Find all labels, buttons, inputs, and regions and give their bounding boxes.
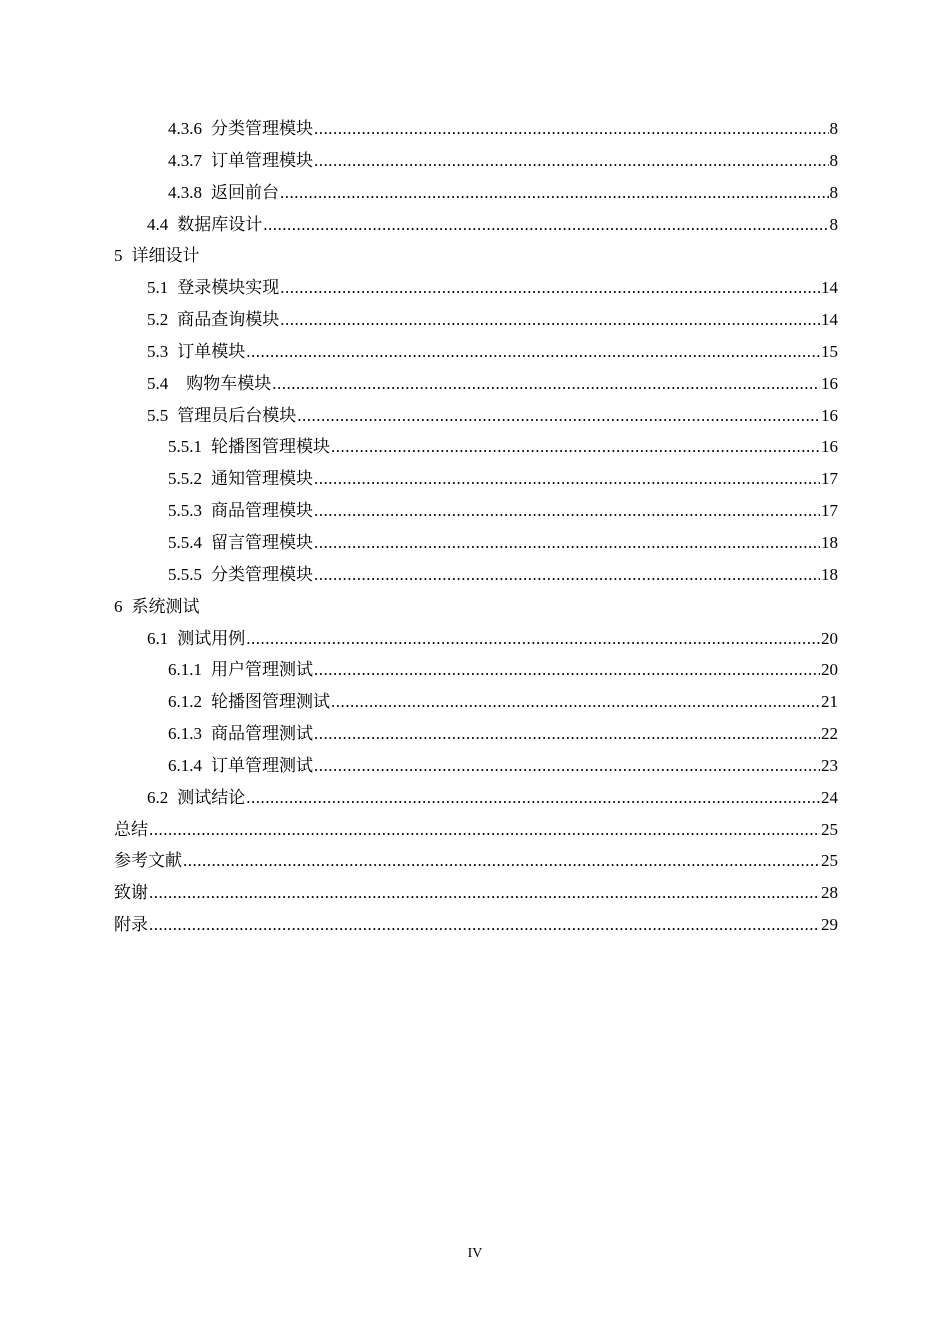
toc-entry-page: 17 <box>821 469 838 489</box>
toc-chapter-heading[interactable] <box>114 591 838 623</box>
toc-entry[interactable] <box>114 782 838 814</box>
toc-entry-number: 6.1.1 <box>168 660 202 680</box>
toc-entry[interactable] <box>114 113 838 145</box>
toc-entry[interactable] <box>114 272 838 304</box>
toc-entry-number: 6.1.3 <box>168 724 202 744</box>
toc-dot-leader <box>314 495 820 527</box>
toc-entry[interactable] <box>114 209 838 241</box>
toc-entry-number: 4.3.6 <box>168 119 202 138</box>
toc-entry-title: 返回前台 <box>211 182 279 202</box>
toc-entry[interactable] <box>114 463 838 495</box>
toc-entry-number: 5.1 <box>147 278 169 298</box>
toc-entry-title: 商品查询模块 <box>177 310 280 330</box>
toc-entry-page: 8 <box>829 119 838 138</box>
toc-dot-leader <box>183 845 820 877</box>
toc-dot-leader <box>149 877 820 909</box>
toc-entry-title: 订单管理测试 <box>211 755 313 775</box>
toc-entry[interactable] <box>114 368 838 400</box>
toc-entry-title: 订单模块 <box>177 341 246 361</box>
toc-entry-title: 致谢 <box>114 883 148 903</box>
toc-dot-leader <box>314 463 820 495</box>
toc-entry-page: 28 <box>821 883 838 903</box>
toc-entry-number: 5.5.2 <box>168 469 202 489</box>
toc-entry-page: 25 <box>821 819 838 839</box>
toc-entry[interactable] <box>114 559 838 591</box>
toc-entry-title: 参考文献 <box>114 851 182 871</box>
toc-entry-page: 16 <box>821 437 838 457</box>
toc-entry[interactable] <box>114 304 838 336</box>
toc-entry-page: 20 <box>821 628 838 648</box>
toc-entry-page: 15 <box>821 341 838 361</box>
toc-dot-leader <box>272 368 820 400</box>
toc-entry[interactable] <box>114 686 838 718</box>
toc-dot-leader <box>280 304 820 336</box>
toc-entry[interactable] <box>114 431 838 463</box>
toc-entry-number: 5.3 <box>147 341 169 361</box>
toc-dot-leader <box>263 209 828 241</box>
toc-entry[interactable] <box>114 336 838 368</box>
toc-entry[interactable] <box>114 877 838 909</box>
toc-entry-page: 18 <box>821 564 838 584</box>
toc-dot-leader <box>149 814 820 846</box>
toc-entry-number: 4.3.8 <box>168 182 202 202</box>
toc-entry[interactable] <box>114 718 838 750</box>
toc-dot-leader <box>246 782 820 814</box>
toc-entry-page: 14 <box>821 310 838 330</box>
toc-entry-title: 附录 <box>114 915 148 935</box>
toc-entry[interactable] <box>114 909 838 941</box>
toc-entry-title: 总结 <box>114 819 148 839</box>
toc-entry-title: 登录模块实现 <box>177 278 280 298</box>
toc-entry-number: 5.4 <box>147 373 169 393</box>
toc-entry-title: 留言管理模块 <box>211 532 313 552</box>
toc-dot-leader <box>246 623 820 655</box>
toc-dot-leader <box>314 654 820 686</box>
toc-entry-page: 16 <box>821 373 838 393</box>
toc-dot-leader <box>297 400 820 432</box>
toc-entry-page: 17 <box>821 501 838 521</box>
toc-entry-page: 29 <box>821 915 838 935</box>
toc-entry[interactable] <box>114 145 838 177</box>
toc-entry[interactable] <box>114 527 838 559</box>
toc-entry-number: 5.5 <box>147 405 169 425</box>
toc-entry-number: 6.1.2 <box>168 692 202 712</box>
toc-entry[interactable] <box>114 623 838 655</box>
toc-entry-number: 6 <box>114 596 123 616</box>
toc-entry-title: 商品管理模块 <box>211 501 313 521</box>
toc-entry-title: 数据库设计 <box>177 214 263 234</box>
toc-dot-leader <box>331 686 820 718</box>
toc-dot-leader <box>314 718 820 750</box>
toc-entry-title: 轮播图管理模块 <box>211 437 330 457</box>
toc-entry[interactable] <box>114 814 838 846</box>
toc-entry-title: 测试结论 <box>177 787 246 807</box>
toc-dot-leader <box>314 145 829 177</box>
toc-dot-leader <box>314 559 820 591</box>
toc-entry-title: 管理员后台模块 <box>177 405 297 425</box>
toc-entry-title: 测试用例 <box>177 628 246 648</box>
toc-entry-page: 20 <box>821 660 838 680</box>
toc-entry-number: 6.2 <box>147 787 169 807</box>
toc-entry-number: 4.4 <box>147 214 169 234</box>
toc-dot-leader <box>331 431 820 463</box>
toc-entry[interactable] <box>114 400 838 432</box>
toc-entry-title: 分类管理模块 <box>211 119 313 138</box>
toc-entry-title: 轮播图管理测试 <box>211 692 330 712</box>
toc-dot-leader <box>149 909 820 941</box>
toc-entry-title: 通知管理模块 <box>211 469 313 489</box>
toc-entry-number: 6.1 <box>147 628 169 648</box>
toc-entry[interactable] <box>114 654 838 686</box>
toc-entry-page: 8 <box>829 214 838 234</box>
toc-entry-page: 24 <box>821 787 838 807</box>
toc-dot-leader <box>314 113 829 145</box>
toc-entry-number: 5.2 <box>147 310 169 330</box>
toc-chapter-heading[interactable] <box>114 240 838 272</box>
toc-dot-leader <box>246 336 820 368</box>
toc-entry[interactable] <box>114 845 838 877</box>
toc-entry-page: 8 <box>829 150 838 170</box>
toc-entry-page: 25 <box>821 851 838 871</box>
toc-entry-title: 系统测试 <box>131 596 200 616</box>
toc-entry-page: 23 <box>821 755 838 775</box>
toc-entry-number: 5.5.3 <box>168 501 202 521</box>
toc-entry-title: 购物车模块 <box>186 373 272 393</box>
toc-dot-leader <box>314 750 820 782</box>
toc-entry-number: 4.3.7 <box>168 150 202 170</box>
toc-entry-title: 商品管理测试 <box>211 724 313 744</box>
toc-entry-page: 14 <box>821 278 838 298</box>
toc-dot-leader <box>314 527 820 559</box>
toc-entry-number: 5.5.4 <box>168 532 202 552</box>
toc-entry[interactable] <box>114 750 838 782</box>
toc-entry[interactable] <box>114 495 838 527</box>
toc-entry-title: 详细设计 <box>131 246 200 266</box>
toc-entry-title: 订单管理模块 <box>211 150 313 170</box>
toc-entry[interactable] <box>114 177 838 209</box>
table-of-contents <box>114 113 838 941</box>
page-number-footer: IV <box>467 1246 483 1261</box>
toc-entry-title: 分类管理模块 <box>211 564 313 584</box>
toc-entry-number: 6.1.4 <box>168 755 202 775</box>
toc-dot-leader <box>280 177 829 209</box>
toc-entry-page: 16 <box>821 405 838 425</box>
toc-entry-number: 5.5.5 <box>168 564 202 584</box>
toc-dot-leader <box>280 272 820 304</box>
toc-entry-page: 22 <box>821 724 838 744</box>
toc-entry-page: 21 <box>821 692 838 712</box>
toc-entry-number: 5 <box>114 246 123 266</box>
toc-entry-page: 18 <box>821 532 838 552</box>
toc-entry-title: 用户管理测试 <box>211 660 313 680</box>
toc-entry-number: 5.5.1 <box>168 437 202 457</box>
toc-entry-page: 8 <box>829 182 838 202</box>
